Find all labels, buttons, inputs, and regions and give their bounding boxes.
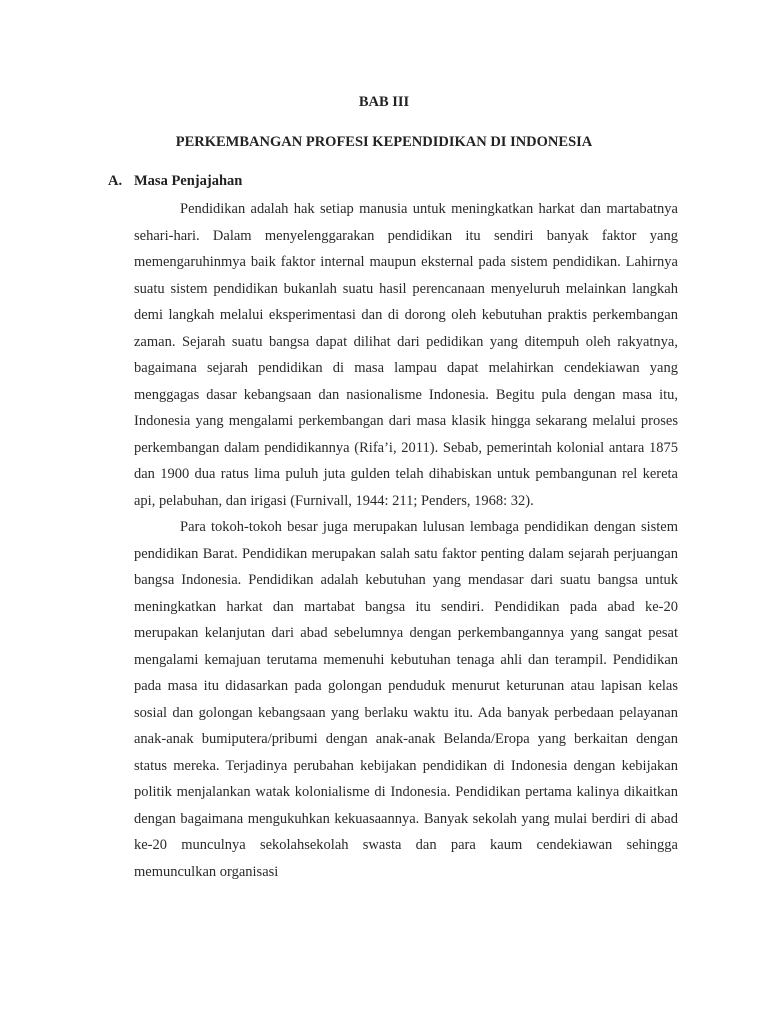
chapter-label: BAB III (358, 94, 410, 110)
body-text (134, 196, 678, 885)
paragraph: Para tokoh-tokoh besar juga merupakan lulusan lembaga pendidikan dengan sistem pendidikan Barat. Pendidikan merupakan salah satu faktor penting dalam sejarah perjuangan bangsa Indonesia. Pendidikan adalah kebutuhan yang mendasar dari suatu bangsa untuk meningkatkan harkat dan martabat bangsa itu sendiri. Pendidikan pada abad ke-20 merupakan kelanjutan dari abad sebelumnya dengan perkembangannya yang sangat pesat mengalami kemajuan terutama memenuhi kebutuhan tenaga ahli dan terampil. Pendidikan pada masa itu didasarkan pada golongan penduduk menurut keturunan atau lapisan kelas sosial dan golongan kebangsaan yang berlaku waktu itu. Ada banyak perbedaan pelayanan anak-anak bumiputera/pribumi dengan anak-anak Belanda/Eropa yang berkaitan dengan status mereka. Terjadinya perubahan kebijakan pendidikan di Indonesia dengan kebijakan politik menjalankan watak kolonialisme di Indonesia. Pendidikan pertama kalinya dikaitkan dengan bagaimana mengukuhkan kekuasaannya. Banyak sekolah yang mulai berdiri di abad ke-20 munculnya sekolahsekolah swasta dan para kaum cendekiawan sehingga memunculkan organisasi (134, 519, 678, 880)
paragraph: Pendidikan adalah hak setiap manusia untuk meningkatkan harkat dan martabatnya sehari-hari. Dalam menyelenggarakan pendidikan itu sendiri banyak faktor yang memengaruhinmya baik faktor internal maupun eksternal pada sistem pendidikan. Lahirnya suatu sistem pendidikan bukanlah suatu hasil perencanaan menyeluruh melainkan langkah demi langkah melalui eksperimentasi dan di dorong oleh kebutuhan praktis perkembangan zaman. Sejarah suatu bangsa dapat dilihat dari pedidikan yang ditempuh oleh rakyatnya, bagaimana sejarah pendidikan di masa lampau dapat melahirkan cendekiawan yang menggagas dasar kebangsaan dan nasionalisme Indonesia. Begitu pula dengan masa itu, Indonesia yang mengalami perkembangan dari masa klasik hingga sekarang melalui proses perkembangan dalam pendidikannya (Rifa’i, 2011). Sebab, pemerintah kolonial antara 1875 dan 1900 dua ratus lima puluh juta gulden telah dihabiskan untuk pembangunan rel kereta api, pelabuhan, dan irigasi (Furnivall, 1944: 211; Penders, 1968: 32). (134, 201, 678, 509)
section-letter: A. (108, 173, 123, 189)
chapter-title: PERKEMBANGAN PROFESI KEPENDIDIKAN DI INDONESIA (175, 134, 593, 150)
section-heading (108, 173, 242, 190)
section-title: Masa Penjajahan (134, 173, 243, 189)
